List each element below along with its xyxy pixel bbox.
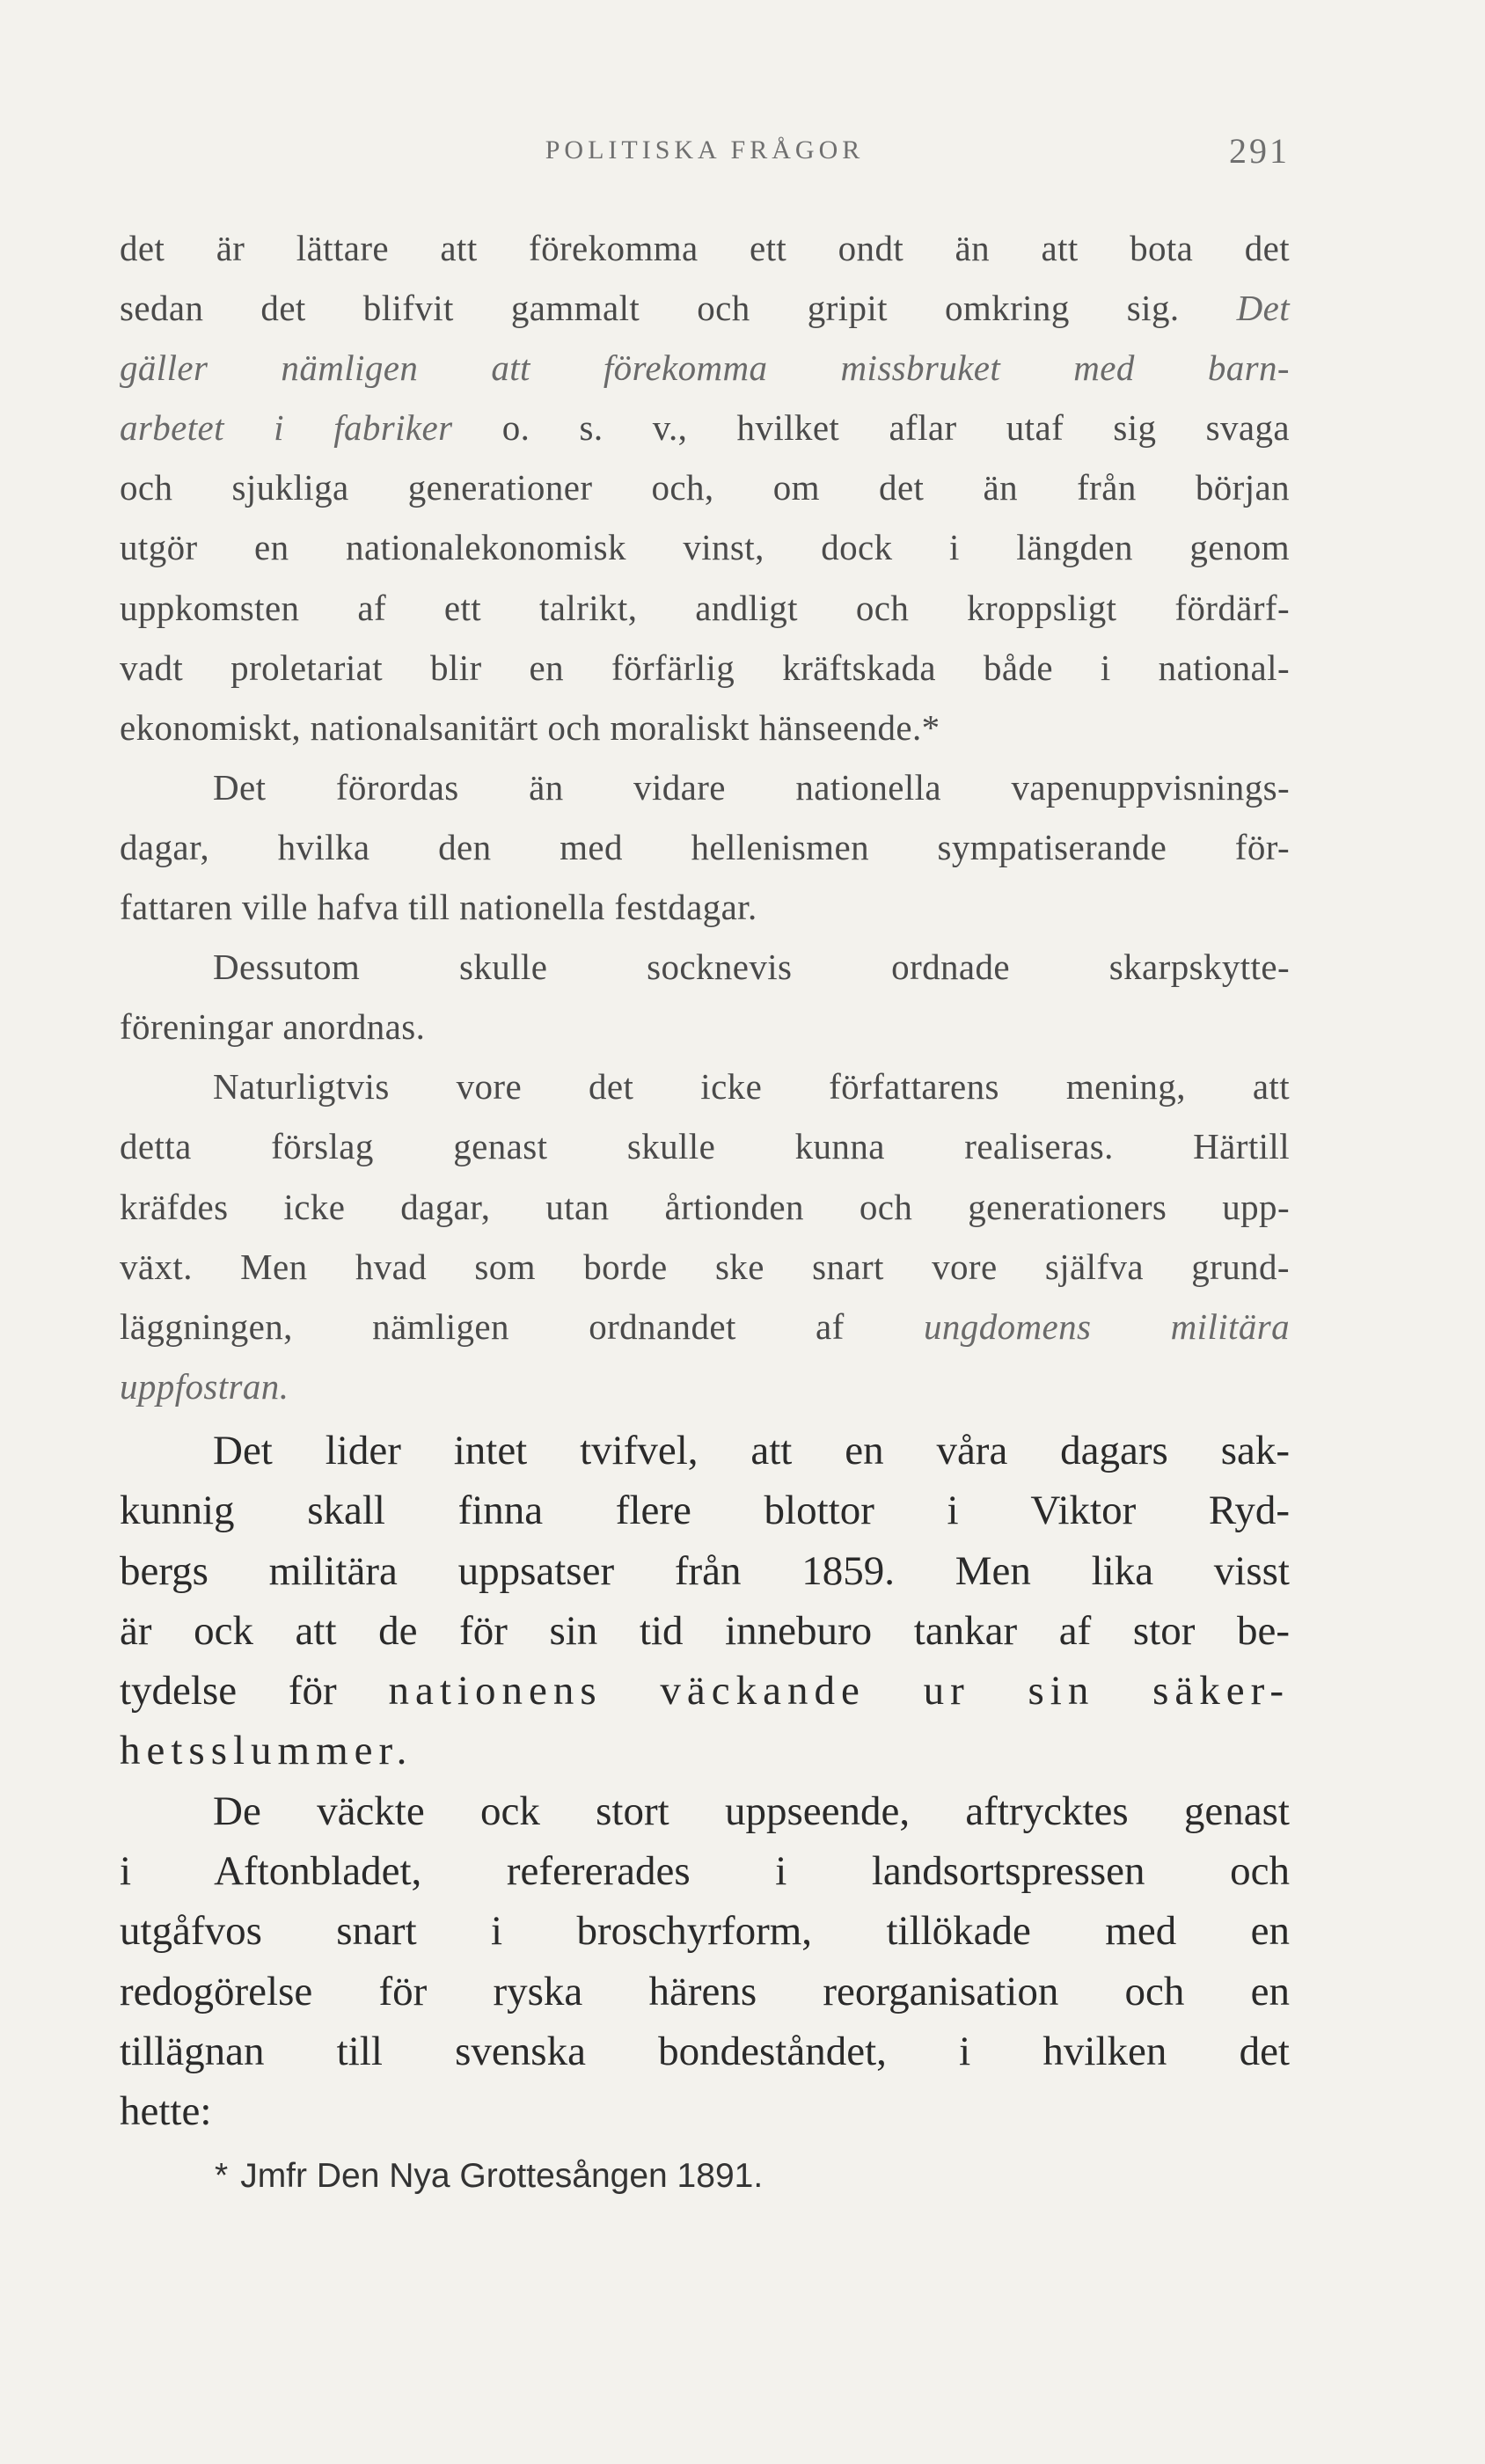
page-number: 291	[1229, 131, 1290, 171]
text-line: bergs militära uppsatser från 1859. Men lika visst	[120, 1547, 1290, 1594]
text-line: sedan det blifvit gammalt och gripit omkring sig. Det	[120, 288, 1290, 329]
running-title: POLITISKA FRÅGOR	[545, 135, 865, 165]
text-line: är ock att de för sin tid inneburo tankar af stor be-	[120, 1607, 1290, 1654]
text-line: Naturligtvis vore det icke författarens mening, att	[213, 1066, 1290, 1108]
text-line: dagar, hvilka den med hellenismen sympatiserande för-	[120, 826, 1290, 867]
text-line: utgör en nationalekonomisk vinst, dock i längden genom	[120, 527, 1290, 568]
text-line: hette:	[120, 2088, 212, 2135]
text-line: växt. Men hvad som borde ske snart vore själfva grund-	[120, 1246, 1290, 1287]
text-line: De väckte ock stort uppseende, aftrycktes genast	[213, 1788, 1290, 1834]
text-line: uppfostran.	[120, 1365, 289, 1407]
text-line: hetsslummer.	[120, 1728, 413, 1774]
text-line: detta förslag genast skulle kunna realiseras. Härtill	[120, 1126, 1290, 1167]
text-line: kunnig skall finna flere blottor i Viktor Ryd-	[120, 1488, 1290, 1534]
text-line: läggningen, nämligen ordnandet af ungdomens militära	[120, 1305, 1290, 1347]
small-print-passage	[120, 218, 1290, 1416]
text-line: gäller nämligen att förekomma missbruket med barn-	[120, 347, 1290, 389]
text-line: Dessutom skulle socknevis ordnade skarpskytte-	[213, 947, 1290, 988]
text-line: utgåfvos snart i broschyrform, tillökade med en	[120, 1908, 1290, 1955]
text-line: fattaren ville hafva till nationella festdagar.	[120, 887, 757, 928]
footnote-marker: *	[215, 2157, 229, 2195]
text-line: kräfdes icke dagar, utan årtionden och generationers upp-	[120, 1186, 1290, 1227]
main-passage	[120, 1421, 1290, 2142]
footnote	[215, 2157, 763, 2196]
text-line: arbetet i fabriker o. s. v., hvilket aflar utaf sig svaga	[120, 407, 1290, 449]
text-line: vadt proletariat blir en förfärlig kräftskada både i national-	[120, 647, 1290, 688]
text-line: ekonomiskt, nationalsanitärt och moraliskt hänseende.*	[120, 706, 940, 748]
text-line: och sjukliga generationer och, om det än från början	[120, 467, 1290, 508]
text-line: det är lättare att förekomma ett ondt än att bota det	[120, 228, 1290, 268]
footnote-text: Jmfr Den Nya Grottesången 1891.	[240, 2157, 764, 2195]
text-line: redogörelse för ryska härens reorganisation och en	[120, 1968, 1290, 2014]
text-line: i Aftonbladet, refererades i landsortspressen och	[120, 1848, 1290, 1895]
text-line: tydelse för nationens väckande ur sin säker-	[120, 1668, 1291, 1715]
text-line: föreningar anordnas.	[120, 1006, 426, 1048]
text-line: Det förordas än vidare nationella vapenuppvisnings-	[213, 766, 1290, 808]
page-header	[120, 130, 1290, 169]
text-line: tillägnan till svenska bondeståndet, i hvilken det	[120, 2028, 1290, 2074]
text-line: Det lider intet tvifvel, att en våra dagars sak-	[213, 1428, 1290, 1473]
text-line: uppkomsten af ett talrikt, andligt och kroppsligt fördärf-	[120, 587, 1290, 628]
